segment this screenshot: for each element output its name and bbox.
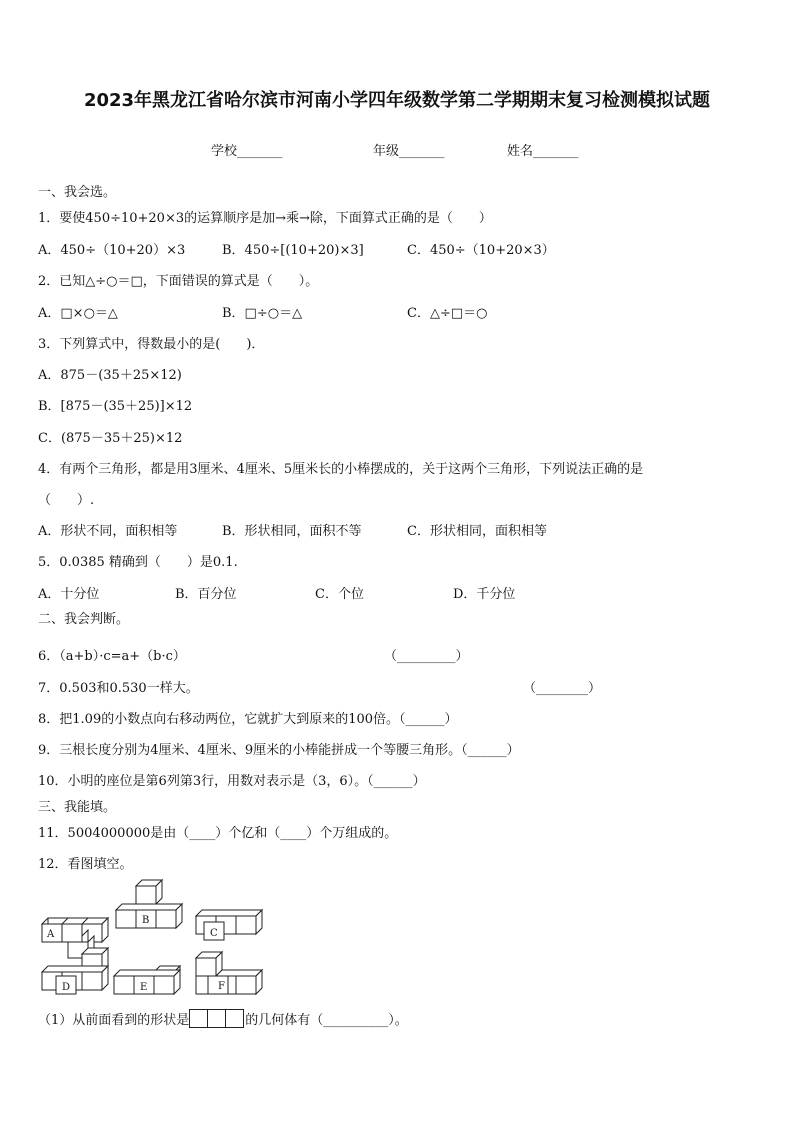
cube-figures (36, 876, 286, 1001)
figure-f (196, 952, 262, 994)
school-field: 学校_______ (211, 144, 283, 159)
q3-option-b: B．[875－(35＋25)]×12 (38, 399, 193, 414)
question-7: 7．0.503和0.530一样大。 (38, 681, 199, 696)
question-9: 9．三根长度分别为4厘米、4厘米、9厘米的小棒能拼成一个等腰三角形。（______） (38, 743, 520, 758)
question-12-part-1 (38, 1009, 408, 1031)
q2-option-c: C．△÷□＝○ (407, 306, 488, 321)
question-12: 12．看图填空。 (38, 857, 133, 872)
figure-f-label: F (218, 981, 225, 992)
question-6: 6．（a+b）·c=a+（b·c） (38, 649, 186, 664)
q6-answer-blank: （_________） (384, 649, 469, 664)
figure-e-label: E (140, 982, 148, 993)
q3-option-c: C．(875－35＋25)×12 (38, 431, 183, 446)
grade-field: 年级_______ (373, 144, 445, 159)
q2-option-a: A．□×○＝△ (38, 306, 118, 321)
q1-option-c: C．450÷（10+20×3） (407, 243, 555, 258)
question-3: 3．下列算式中，得数最小的是( )． (38, 337, 265, 352)
q4-option-a: A．形状不同，面积相等 (38, 524, 178, 539)
q5-option-c: C．个位 (315, 587, 364, 602)
q4-option-c: C．形状相同，面积相等 (407, 524, 547, 539)
front-view-shape (189, 1009, 245, 1029)
q5-option-a: A．十分位 (38, 587, 100, 602)
q7-answer-blank: （________） (523, 681, 602, 696)
question-4-continued: （ ）. (38, 493, 95, 508)
figure-a-label: A (47, 929, 55, 940)
q5-option-b: B．百分位 (175, 587, 237, 602)
figure-c-label: C (210, 928, 218, 939)
q2-option-b: B．□÷○＝△ (222, 306, 303, 321)
q12-part1-prefix: （1）从前面看到的形状是 (38, 1013, 190, 1028)
question-2: 2．已知△÷○＝□，下面错误的算式是（ ）。 (38, 274, 319, 289)
q12-part1-suffix: 的几何体有（__________）。 (245, 1013, 408, 1028)
figure-c (196, 910, 262, 940)
question-10: 10．小明的座位是第6列第3行，用数对表示是（3，6）。（______） (38, 774, 426, 789)
q4-option-b: B．形状相同，面积不等 (222, 524, 362, 539)
question-11: 11．5004000000是由（____）个亿和（____）个万组成的。 (38, 826, 398, 841)
question-8: 8．把1.09的小数点向右移动两位，它就扩大到原来的100倍。（______） (38, 712, 458, 727)
q5-option-d: D．千分位 (453, 587, 516, 602)
section-3-heading: 三、我能填。 (38, 800, 117, 815)
question-1: 1．要使450÷10+20×3的运算顺序是加→乘→除，下面算式正确的是（ ） (38, 211, 492, 226)
question-4: 4．有两个三角形，都是用3厘米、4厘米、5厘米长的小棒摆成的，关于这两个三角形，下列说法正确的是 (38, 462, 644, 477)
question-5: 5．0.0385 精确到（ ）是0.1. (38, 555, 238, 570)
q3-option-a: A．875－(35＋25×12) (38, 368, 182, 383)
page-title: 2023年黑龙江省哈尔滨市河南小学四年级数学第二学期期末复习检测模拟试题 (83, 90, 711, 111)
q1-option-a: A．450÷（10+20）×3 (38, 243, 186, 258)
name-field: 姓名_______ (507, 144, 579, 159)
q1-option-b: B．450÷[(10+20)×3] (222, 243, 364, 258)
section-2-heading: 二、我会判断。 (38, 612, 130, 627)
figure-d-label: D (62, 982, 71, 993)
figure-b-label: B (142, 915, 150, 926)
section-1-heading: 一、我会选。 (38, 185, 117, 200)
